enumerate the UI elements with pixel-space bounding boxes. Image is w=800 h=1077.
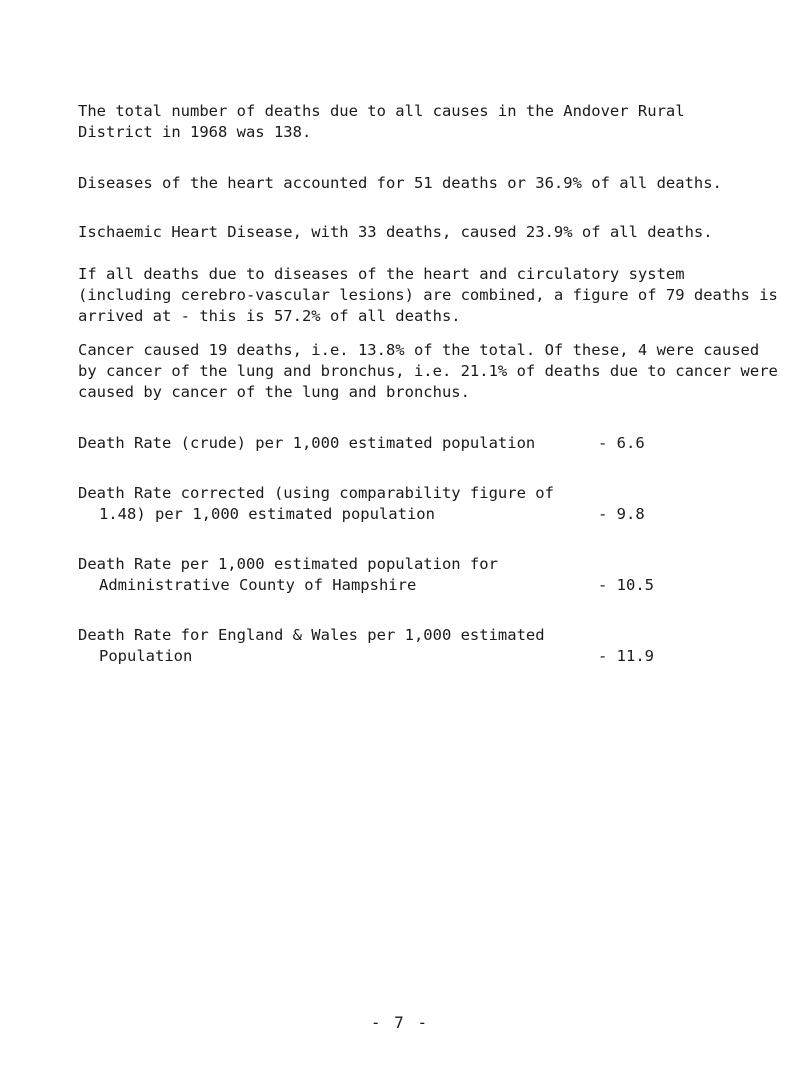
paragraph-ischaemic-heart-disease bbox=[78, 222, 778, 243]
death-rate-value: - 10.5 bbox=[598, 576, 654, 594]
death-rate-crude bbox=[78, 433, 678, 454]
page-number: - 7 - bbox=[370, 1013, 430, 1032]
paragraph-line: Ischaemic Heart Disease, with 33 deaths, caused 23.9% of all deaths. bbox=[78, 223, 713, 241]
death-rate-label: Death Rate (crude) per 1,000 estimated population bbox=[78, 434, 536, 452]
death-rate-value: - 6.6 bbox=[598, 434, 645, 452]
paragraph-line: (including cerebro-vascular lesions) are combined, a figure of 79 deaths is bbox=[78, 286, 778, 304]
death-rate-value: - 11.9 bbox=[598, 647, 654, 665]
paragraph-heart-diseases bbox=[78, 173, 778, 194]
paragraph-circulatory-system bbox=[78, 264, 778, 327]
paragraph-total-deaths bbox=[78, 101, 778, 143]
death-rate-label: Population bbox=[99, 647, 193, 665]
death-rate-corrected bbox=[78, 483, 678, 525]
death-rate-hampshire bbox=[78, 554, 678, 596]
paragraph-line: Cancer caused 19 deaths, i.e. 13.8% of the total. Of these, 4 were caused bbox=[78, 341, 760, 359]
paragraph-line: If all deaths due to diseases of the heart and circulatory system bbox=[78, 265, 685, 283]
death-rate-england-wales bbox=[78, 625, 678, 667]
death-rate-label: Administrative County of Hampshire bbox=[99, 576, 417, 594]
paragraph-line: Diseases of the heart accounted for 51 deaths or 36.9% of all deaths. bbox=[78, 174, 722, 192]
paragraph-cancer bbox=[78, 340, 778, 403]
death-rate-label: Death Rate for England & Wales per 1,000 estimated bbox=[78, 626, 545, 644]
death-rate-label: Death Rate per 1,000 estimated population for bbox=[78, 555, 498, 573]
paragraph-line: District in 1968 was 138. bbox=[78, 123, 312, 141]
paragraph-line: arrived at - this is 57.2% of all deaths. bbox=[78, 307, 461, 325]
death-rate-value: - 9.8 bbox=[598, 505, 645, 523]
death-rate-label: Death Rate corrected (using comparability figure of bbox=[78, 484, 554, 502]
paragraph-line: The total number of deaths due to all causes in the Andover Rural bbox=[78, 102, 685, 120]
paragraph-line: by cancer of the lung and bronchus, i.e. 21.1% of deaths due to cancer were bbox=[78, 362, 778, 380]
death-rate-label: 1.48) per 1,000 estimated population bbox=[99, 505, 435, 523]
paragraph-line: caused by cancer of the lung and bronchus. bbox=[78, 383, 470, 401]
